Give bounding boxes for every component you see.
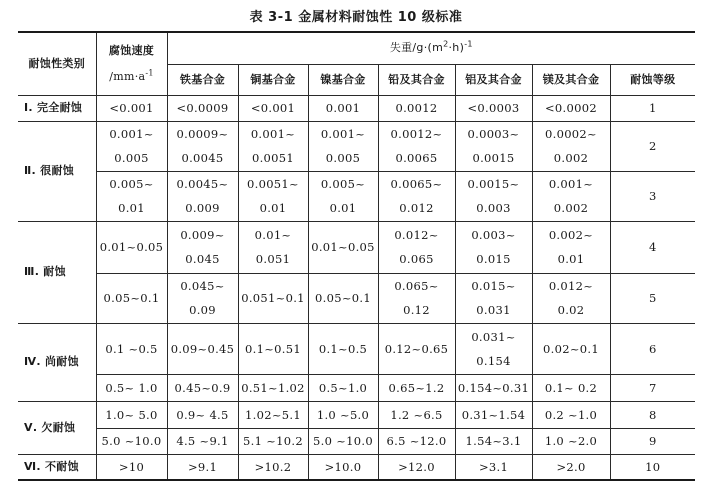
cell-value: 0.0003~ [467, 127, 520, 141]
fe-cell [167, 428, 238, 454]
cell-value: 0.001~ [320, 127, 366, 141]
category-cell: Ⅳ. 尚耐蚀 [18, 323, 96, 401]
mg-cell [532, 171, 610, 221]
cell-value: 0.0015 [472, 151, 515, 165]
cell-value: 0.003 [476, 201, 511, 215]
pb-cell [378, 221, 455, 273]
cell-value: 0.001~ [548, 177, 594, 191]
cell-value: 0.09~0.45 [170, 341, 235, 356]
al-cell [455, 323, 532, 374]
header-weight-loss-sup: 2 [443, 39, 449, 49]
cell-value: 0.01 [118, 201, 145, 215]
cu-cell [238, 428, 308, 454]
cu-cell [238, 121, 308, 171]
cell-value: 0.0002~ [545, 127, 597, 141]
cell-value: 0.002 [553, 201, 589, 215]
cell-value: 0.5~1.0 [318, 380, 368, 395]
cell-value: 0.0015~ [467, 177, 520, 191]
al-cell [455, 121, 532, 171]
cell-value: 0.02~0.1 [543, 341, 599, 356]
cell-value: 0.051 [255, 252, 291, 266]
cell-value: >12.0 [398, 459, 435, 474]
cell-value: 0.31~1.54 [461, 407, 526, 422]
rate-cell [96, 454, 167, 480]
rate-cell [96, 323, 167, 374]
grade-cell: 10 [610, 454, 695, 480]
al-cell [455, 428, 532, 454]
rate-cell [96, 171, 167, 221]
ni-cell [308, 428, 378, 454]
ni-cell [308, 95, 378, 121]
cell-value: 0.12 [403, 303, 430, 317]
header-col-grade: 耐蚀等级 [610, 64, 695, 95]
cell-value: 0.065 [399, 252, 434, 266]
cell-value: 1.02~5.1 [245, 407, 301, 422]
table-row [18, 454, 695, 480]
fe-cell [167, 401, 238, 428]
rate-cell [96, 95, 167, 121]
grade-cell: 9 [610, 428, 695, 454]
mg-cell [532, 401, 610, 428]
fe-cell [167, 273, 238, 323]
cell-value: 0.0051~ [247, 177, 299, 191]
ni-cell [308, 121, 378, 171]
cell-value: <0.001 [250, 101, 296, 115]
fe-cell [167, 374, 238, 401]
cu-cell [238, 323, 308, 374]
cell-value: 0.001~ [250, 127, 296, 141]
cell-value: 0.0012 [395, 101, 438, 115]
cell-value: 0.9~ 4.5 [176, 407, 229, 422]
cell-value: 1.54~3.1 [465, 434, 522, 448]
cell-value: 0.65~1.2 [388, 380, 445, 395]
pb-cell [378, 454, 455, 480]
pb-cell [378, 428, 455, 454]
cell-value: 0.1~ 0.2 [544, 380, 598, 395]
al-cell [455, 95, 532, 121]
category-cell: Ⅱ. 很耐蚀 [18, 121, 96, 221]
cell-value: 0.015~ [471, 279, 516, 293]
cell-value: <0.0002 [545, 101, 597, 115]
grade-cell: 3 [610, 171, 695, 221]
cell-value: 0.009~ [180, 228, 225, 242]
header-rate-sup: -1 [145, 68, 154, 78]
header-col-cu: 铜基合金 [238, 64, 308, 95]
cell-value: 0.002~ [548, 228, 594, 242]
al-cell [455, 454, 532, 480]
grade-cell: 2 [610, 121, 695, 171]
header-col-ni: 镍基合金 [308, 64, 378, 95]
cell-value: <0.0009 [176, 101, 229, 115]
cell-value: 0.001~ [109, 127, 154, 141]
cell-value: 0.0009~ [176, 127, 229, 141]
cell-value: 1.2 ~6.5 [390, 407, 443, 422]
category-cell: Ⅰ. 完全耐蚀 [18, 95, 96, 121]
cell-value: <0.0003 [467, 101, 520, 115]
cell-value: 0.2 ~1.0 [544, 407, 598, 422]
cell-value: 0.09 [189, 303, 216, 317]
cell-value: 0.012 [399, 201, 434, 215]
table-row [18, 273, 695, 323]
header-rate-label: 腐蚀速度 [108, 43, 155, 57]
cell-value: 0.005 [114, 151, 149, 165]
table-caption: 表 3-1 金属材料耐蚀性 10 级标准 [249, 10, 463, 25]
cell-value: 4.5 ~9.1 [176, 434, 229, 448]
pb-cell [378, 171, 455, 221]
cell-value: 0.45~0.9 [174, 380, 231, 395]
al-cell [455, 401, 532, 428]
cell-value: 0.1~0.51 [245, 341, 301, 356]
table-row [18, 401, 695, 428]
category-cell: Ⅴ. 欠耐蚀 [18, 401, 96, 454]
cu-cell [238, 374, 308, 401]
fe-cell [167, 95, 238, 121]
rate-cell [96, 121, 167, 171]
grade-cell: 6 [610, 323, 695, 374]
table-row [18, 171, 695, 221]
cell-value: 0.005~ [109, 177, 154, 191]
cell-value: 1.0 ~2.0 [544, 434, 598, 448]
cell-value: 0.1~0.5 [318, 341, 368, 356]
fe-cell [167, 454, 238, 480]
cell-value: 0.5~ 1.0 [105, 380, 158, 395]
ni-cell [308, 221, 378, 273]
fe-cell [167, 171, 238, 221]
header-col-al: 铝及其合金 [455, 64, 532, 95]
cell-value: 0.001 [325, 101, 361, 115]
al-cell [455, 221, 532, 273]
cell-value: 1.0~ 5.0 [105, 407, 158, 422]
header-category: 耐蚀性类别 [18, 32, 96, 95]
cell-value: 6.5 ~12.0 [386, 434, 447, 448]
cell-value: 0.154 [476, 353, 511, 368]
cell-value: 0.012~ [394, 228, 439, 242]
cell-value: 0.01~0.05 [311, 240, 375, 254]
mg-cell [532, 121, 610, 171]
mg-cell [532, 273, 610, 323]
pb-cell [378, 121, 455, 171]
grade-cell: 5 [610, 273, 695, 323]
cell-value: 0.015 [476, 252, 511, 266]
cell-value: >10 [118, 459, 145, 474]
cell-value: 0.009 [185, 201, 220, 215]
cell-value: 0.0045~ [176, 177, 229, 191]
header-col-mg: 镁及其合金 [532, 64, 610, 95]
cell-value: <0.001 [109, 101, 154, 115]
pb-cell [378, 401, 455, 428]
cell-value: 0.12~0.65 [384, 341, 449, 356]
header-corrosion-rate [96, 32, 167, 95]
cell-value: 5.0 ~10.0 [101, 434, 162, 448]
fe-cell [167, 121, 238, 171]
header-weight-loss [167, 32, 695, 64]
header-rate-unit: /mm·a [109, 69, 146, 83]
cell-value: >10.0 [324, 459, 362, 474]
cell-value: 0.05~0.1 [103, 291, 160, 305]
cell-value: >9.1 [187, 459, 218, 474]
cell-value: >2.0 [556, 459, 586, 474]
pb-cell [378, 273, 455, 323]
grade-cell: 7 [610, 374, 695, 401]
cu-cell [238, 95, 308, 121]
category-cell: Ⅲ. 耐蚀 [18, 221, 96, 323]
ni-cell [308, 171, 378, 221]
pb-cell [378, 323, 455, 374]
rate-cell [96, 401, 167, 428]
table-row [18, 95, 695, 121]
grade-cell: 1 [610, 95, 695, 121]
cell-value: 0.0065 [395, 151, 438, 165]
cell-value: >3.1 [478, 459, 509, 474]
cell-value: 0.0045 [181, 151, 224, 165]
mg-cell [532, 374, 610, 401]
table-row [18, 221, 695, 273]
fe-cell [167, 221, 238, 273]
cell-value: 0.051~0.1 [241, 291, 305, 305]
header-weight-loss-mid: ·h) [448, 41, 465, 55]
al-cell [455, 374, 532, 401]
rate-cell [96, 273, 167, 323]
rate-cell [96, 428, 167, 454]
cell-value: 0.002 [553, 151, 589, 165]
ni-cell [308, 374, 378, 401]
pb-cell [378, 95, 455, 121]
cu-cell [238, 273, 308, 323]
cell-value: 0.02 [557, 303, 585, 317]
cell-value: 0.1 ~0.5 [105, 341, 158, 356]
cell-value: 1.0 ~5.0 [316, 407, 370, 422]
mg-cell [532, 454, 610, 480]
cell-value: >10.2 [254, 459, 292, 474]
al-cell [455, 273, 532, 323]
mg-cell [532, 428, 610, 454]
cell-value: 0.045 [185, 252, 220, 266]
corrosion-resistance-table [18, 31, 695, 481]
cu-cell [238, 454, 308, 480]
cell-value: 0.003~ [471, 228, 516, 242]
cell-value: 0.01 [259, 201, 287, 215]
cu-cell [238, 221, 308, 273]
mg-cell [532, 323, 610, 374]
pb-cell [378, 374, 455, 401]
rate-cell [96, 374, 167, 401]
header-weight-loss-label: 失重/g·(m [389, 41, 444, 55]
cell-value: 0.154~0.31 [457, 380, 530, 395]
grade-cell: 8 [610, 401, 695, 428]
header-col-pb: 铅及其合金 [378, 64, 455, 95]
cell-value: 0.031~ [471, 329, 516, 344]
ni-cell [308, 454, 378, 480]
cell-value: 5.0 ~10.0 [313, 434, 373, 448]
mg-cell [532, 221, 610, 273]
cell-value: 0.005~ [320, 177, 366, 191]
table-row [18, 323, 695, 374]
cell-value: 0.05~0.1 [315, 291, 371, 305]
cell-value: 0.005 [325, 151, 361, 165]
table-row [18, 428, 695, 454]
cell-value: 0.51~1.02 [241, 380, 305, 395]
category-cell: Ⅵ. 不耐蚀 [18, 454, 96, 480]
rate-cell [96, 221, 167, 273]
cu-cell [238, 171, 308, 221]
ni-cell [308, 401, 378, 428]
grade-cell: 4 [610, 221, 695, 273]
cell-value: 0.065~ [394, 279, 439, 293]
cell-value: 0.045~ [180, 279, 225, 293]
al-cell [455, 171, 532, 221]
cell-value: 0.012~ [548, 279, 594, 293]
cell-value: 5.1 ~10.2 [243, 434, 303, 448]
mg-cell [532, 95, 610, 121]
cu-cell [238, 401, 308, 428]
cell-value: 0.0012~ [390, 127, 443, 141]
cell-value: 0.031 [476, 303, 511, 317]
table-row [18, 374, 695, 401]
cell-value: 0.0065~ [390, 177, 443, 191]
table-row [18, 121, 695, 171]
cell-value: 0.01~0.05 [99, 240, 164, 254]
ni-cell [308, 323, 378, 374]
cell-value: 0.0051 [251, 151, 295, 165]
fe-cell [167, 323, 238, 374]
header-weight-loss-sup2: -1 [464, 39, 473, 49]
cell-value: 0.01 [557, 252, 585, 266]
header-col-fe: 铁基合金 [167, 64, 238, 95]
cell-value: 0.01 [329, 201, 357, 215]
cell-value: 0.01~ [254, 228, 292, 242]
ni-cell [308, 273, 378, 323]
